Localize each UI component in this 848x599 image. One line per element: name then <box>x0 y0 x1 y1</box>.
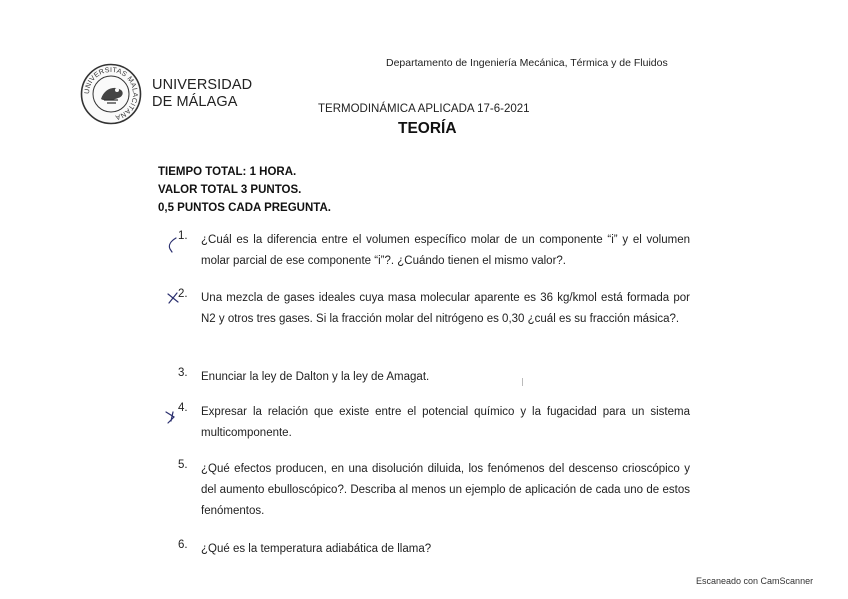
question-number: 2. <box>178 288 188 300</box>
pen-mark-cross-icon <box>164 409 178 425</box>
department-name: Departamento de Ingeniería Mecánica, Térmica y de Fluidos <box>386 57 668 69</box>
pen-mark-check-icon <box>166 236 180 254</box>
question-text: Enunciar la ley de Dalton y la ley de Amagat. <box>201 371 430 383</box>
question-1 <box>178 230 690 272</box>
question-text: ¿Cuál es la diferencia entre el volumen específico molar de un componente “i” y el volumen molar parcial de ese componente “i”?. ¿Cuándo tienen el mismo valor?. <box>201 234 690 267</box>
exam-instructions <box>158 163 331 217</box>
question-number: 3. <box>178 367 188 379</box>
question-5 <box>178 459 690 522</box>
question-6 <box>178 539 690 560</box>
svg-text:UNIVERSITAS MALACITANA: UNIVERSITAS MALACITANA <box>83 66 139 121</box>
pen-mark-cross-icon <box>166 291 180 305</box>
question-4 <box>178 402 690 444</box>
course-title: TERMODINÁMICA APLICADA 17-6-2021 <box>318 103 530 115</box>
instruction-total-value: VALOR TOTAL 3 PUNTOS. <box>158 184 302 196</box>
university-name-line2: DE MÁLAGA <box>152 94 238 110</box>
question-text: Una mezcla de gases ideales cuya masa molecular aparente es 36 kg/kmol está formada por N2 y otros tres gases. Si la fracción molar del nitrógeno es 0,30 ¿cuál es su fracción másica?. <box>201 292 690 325</box>
question-text: ¿Qué efectos producen, en una disolución diluida, los fenómenos del descenso crioscópico y del aumento ebulloscópico?. Describa al menos un ejemplo de aplicación de cada uno de estos fenómentos. <box>201 463 690 517</box>
scanner-watermark: Escaneado con CamScanner <box>696 576 814 586</box>
question-number: 6. <box>178 539 188 551</box>
question-text: ¿Qué es la temperatura adiabática de llama? <box>201 543 432 555</box>
university-name <box>152 77 252 111</box>
question-3 <box>178 367 690 388</box>
question-number: 4. <box>178 402 188 414</box>
question-text: Expresar la relación que existe entre el potencial químico y la fugacidad para un sistema multicomponente. <box>201 406 690 439</box>
question-number: 5. <box>178 459 188 471</box>
university-seal-logo <box>80 63 142 125</box>
question-2 <box>178 288 690 330</box>
exam-subject: TEORÍA <box>398 120 457 137</box>
question-number: 1. <box>178 230 188 242</box>
university-name-line1: UNIVERSIDAD <box>152 77 253 93</box>
instruction-time: TIEMPO TOTAL: 1 HORA. <box>158 166 297 178</box>
instruction-points-each: 0,5 PUNTOS CADA PREGUNTA. <box>158 202 331 214</box>
scan-speck <box>522 378 523 386</box>
